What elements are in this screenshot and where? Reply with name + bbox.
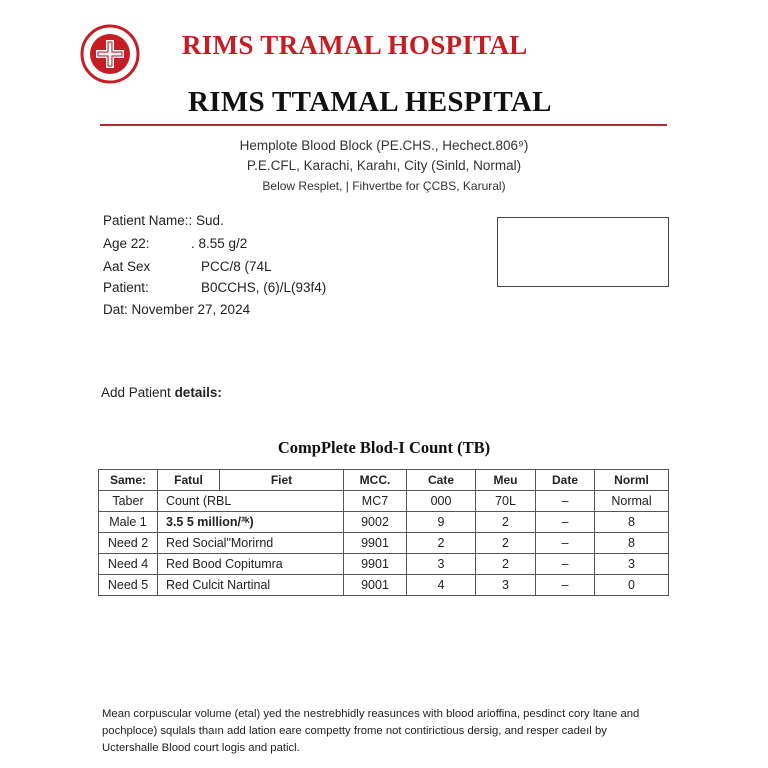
- table-header: Fiet: [220, 470, 344, 491]
- table-header-row: [99, 470, 669, 491]
- table-row: [99, 554, 669, 575]
- table-row: [99, 533, 669, 554]
- table-cell: 8: [595, 512, 669, 533]
- patient-name: Patient Name:: Sud.: [103, 213, 224, 228]
- table-header: Cate: [407, 470, 476, 491]
- table-cell: Normal: [595, 491, 669, 512]
- table-cell: Count (RBL: [158, 491, 344, 512]
- table-cell: –: [536, 512, 595, 533]
- photo-placeholder-box: [497, 217, 669, 287]
- age-label: Age 22:: [103, 236, 150, 251]
- add-details-prefix: Add Patient: [101, 385, 175, 400]
- table-cell: –: [536, 491, 595, 512]
- sex-label: Aat Sex: [103, 259, 151, 274]
- table-cell: 9: [407, 512, 476, 533]
- patient-label: Patient:: [103, 280, 149, 295]
- table-header: Norml: [595, 470, 669, 491]
- table-cell: Male 1: [99, 512, 158, 533]
- address-line-3: Below Resplet, | Fihvertbe for ÇCBS, Karural): [262, 179, 506, 193]
- hospital-title-primary: RIMS TRAMAL HOSPITAL: [182, 30, 528, 60]
- add-patient-details-link[interactable]: [101, 385, 222, 400]
- table-cell: 9002: [344, 512, 407, 533]
- table-cell: –: [536, 554, 595, 575]
- table-cell: MC7: [344, 491, 407, 512]
- table-cell: 3: [476, 575, 536, 596]
- table-cell: –: [536, 575, 595, 596]
- report-date: Dat: November 27, 2024: [103, 302, 251, 317]
- table-cell: 4: [407, 575, 476, 596]
- patient-value: B0CCHS, (6)/L(93f4): [201, 280, 327, 295]
- table-title: CompPlete Blod-I Count (TB): [277, 438, 491, 457]
- age-value: . 8.55 g/2: [191, 236, 248, 251]
- address-line-2: P.E.CFL, Karachi, Karahı, City (Sinld, Normal): [246, 158, 522, 173]
- table-header: Meu: [476, 470, 536, 491]
- table-header: MCC.: [344, 470, 407, 491]
- sex-value: PCC/8 (74L: [201, 259, 272, 274]
- table-cell: 000: [407, 491, 476, 512]
- table-cell: –: [536, 533, 595, 554]
- table-cell: 8: [595, 533, 669, 554]
- header-divider: [100, 124, 667, 126]
- table-cell: 70L: [476, 491, 536, 512]
- table-cell: Need 2: [99, 533, 158, 554]
- add-details-bold: details:: [174, 385, 222, 400]
- footer-note: Mean corpuscular volume (etal) yed the nestrebhidly reasunces with blood arioffina, pesdinct cory ltane and pochploce) squlals thaın add lation eare competty frome not contirictious dersig, and resper cadeıl by Uctershalle Blood court logis and paticl.: [102, 708, 640, 754]
- table-header: Fatul: [158, 470, 220, 491]
- table-cell: Need 4: [99, 554, 158, 575]
- table-cell: Need 5: [99, 575, 158, 596]
- table-cell: Red Culcit Nartinal: [158, 575, 344, 596]
- table-cell: Taber: [99, 491, 158, 512]
- table-cell: 0: [595, 575, 669, 596]
- table-row: [99, 491, 669, 512]
- table-row: [99, 575, 669, 596]
- table-cell: 2: [476, 512, 536, 533]
- table-cell: Red Social"Morirnd: [158, 533, 344, 554]
- table-cell: Red Bood Copitumra: [158, 554, 344, 575]
- table-cell: 3: [595, 554, 669, 575]
- table-cell: 2: [476, 533, 536, 554]
- address-line-1: Hemplote Blood Block (PE.CHS., Hechect.806⁹): [239, 138, 529, 153]
- table-cell: 9901: [344, 554, 407, 575]
- hospital-title-secondary: RIMS TTAMAL HESPITAL: [188, 86, 552, 118]
- hospital-logo: [80, 24, 140, 84]
- table-header: Date: [536, 470, 595, 491]
- table-cell: 3: [407, 554, 476, 575]
- table-cell: 9901: [344, 533, 407, 554]
- cbc-table: [98, 469, 669, 596]
- table-cell: 3.5 5 million/³ᵏ): [158, 512, 344, 533]
- table-cell: 9001: [344, 575, 407, 596]
- table-row: [99, 512, 669, 533]
- table-cell: 2: [476, 554, 536, 575]
- table-header: Same:: [99, 470, 158, 491]
- table-cell: 2: [407, 533, 476, 554]
